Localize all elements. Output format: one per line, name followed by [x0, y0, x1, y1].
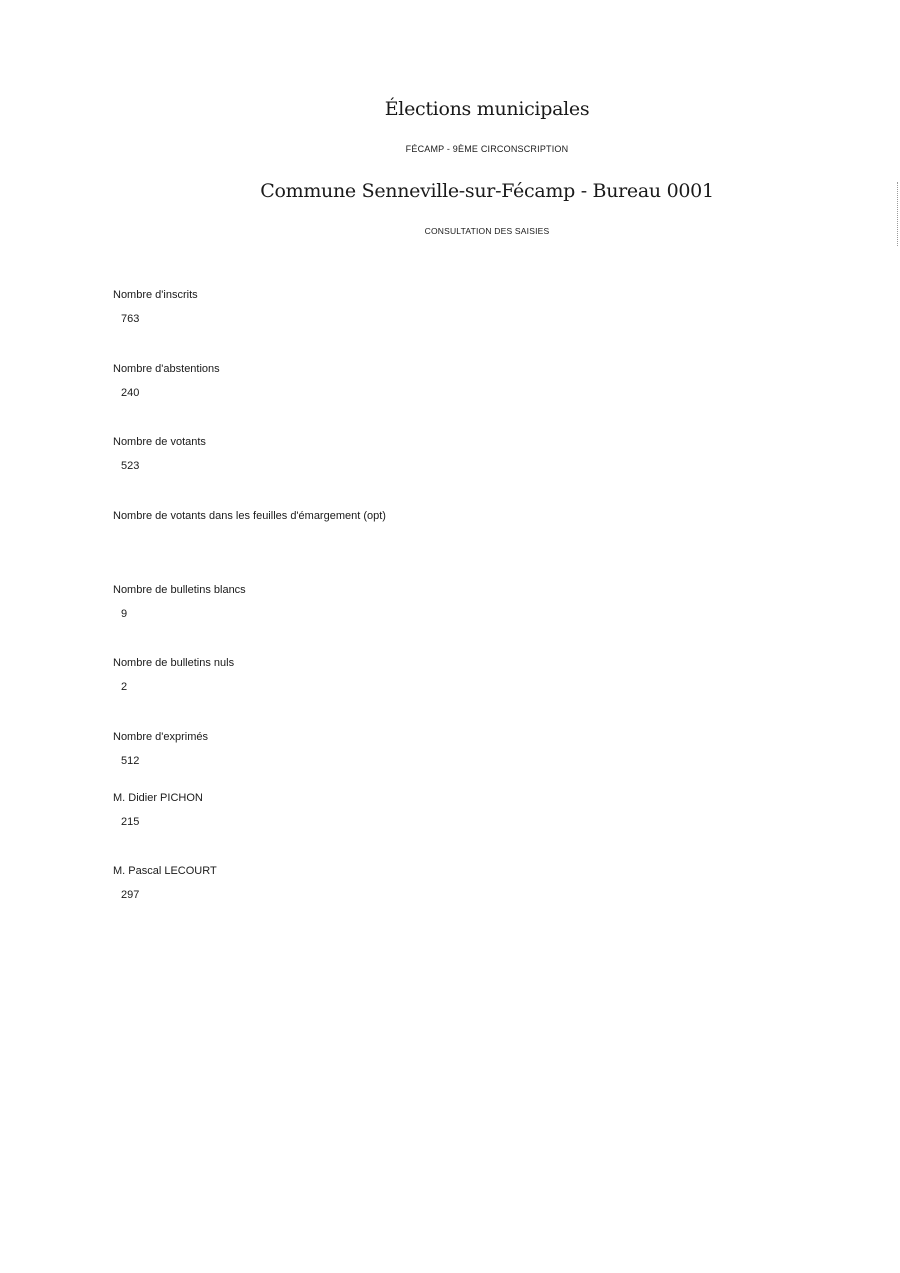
field-label: Nombre d'abstentions	[113, 363, 220, 375]
field-abstentions	[113, 362, 220, 400]
field-label: Nombre de votants	[113, 436, 206, 448]
field-exprimes	[113, 730, 208, 768]
field-candidate-pichon	[113, 791, 203, 829]
field-value: 9	[121, 608, 128, 620]
field-label: Nombre de votants dans les feuilles d'émargement (opt)	[113, 510, 386, 522]
district-subtitle: FÉCAMP - 9ÈME CIRCONSCRIPTION	[405, 144, 569, 154]
page-title: Élections municipales	[384, 98, 590, 120]
field-bulletins-nuls	[113, 656, 234, 694]
field-value: 240	[121, 387, 140, 399]
commune-heading: Commune Senneville-sur-Fécamp - Bureau 0001	[260, 180, 714, 202]
field-inscrits	[113, 288, 198, 326]
field-votants	[113, 435, 206, 473]
field-value: 2	[121, 681, 128, 693]
field-votants-emargement	[113, 509, 386, 533]
field-value: 512	[121, 755, 140, 767]
field-value: 763	[121, 313, 140, 325]
field-value: 523	[121, 460, 140, 472]
field-label: Nombre d'inscrits	[113, 289, 198, 301]
field-label: Nombre de bulletins nuls	[113, 657, 235, 669]
field-label: Nombre de bulletins blancs	[113, 584, 246, 596]
candidate-votes: 297	[121, 889, 140, 901]
mode-caption: CONSULTATION DES SAISIES	[424, 226, 550, 236]
field-label: Nombre d'exprimés	[113, 731, 209, 743]
candidate-name: M. Pascal LECOURT	[113, 865, 217, 877]
field-candidate-lecourt	[113, 864, 217, 902]
field-bulletins-blancs	[113, 583, 246, 621]
candidate-votes: 215	[121, 816, 140, 828]
candidate-name: M. Didier PICHON	[113, 792, 203, 804]
